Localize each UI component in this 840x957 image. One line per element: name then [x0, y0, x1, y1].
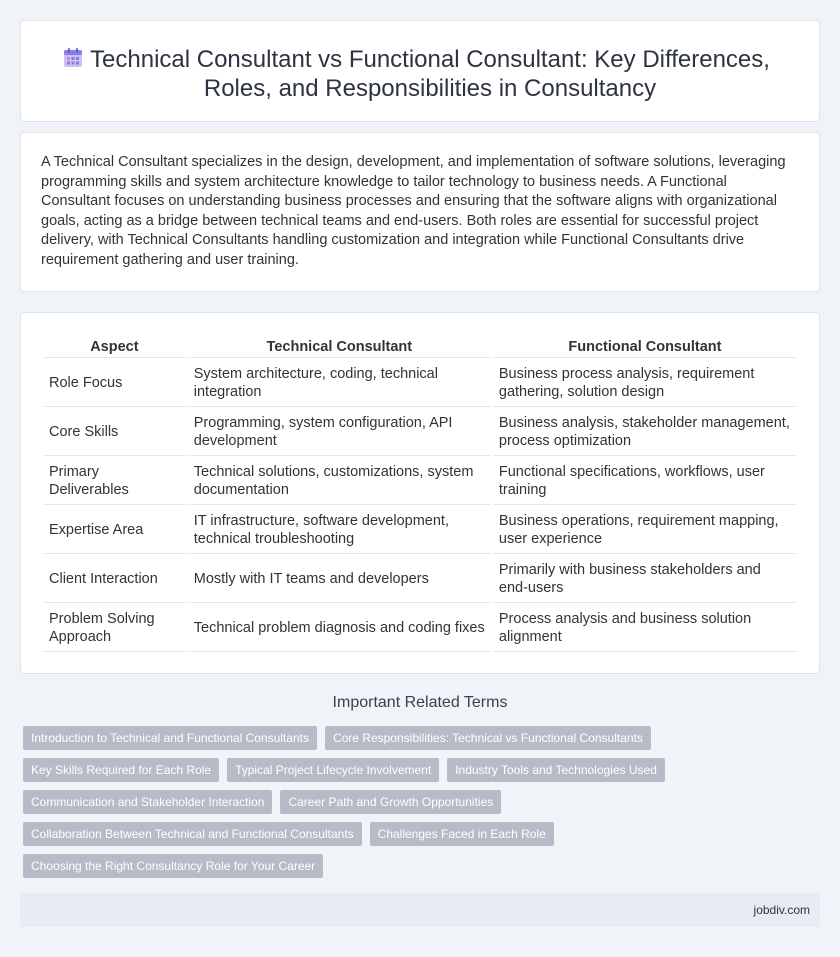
table-cell-aspect: Core Skills [43, 409, 186, 456]
footer-site-link[interactable]: jobdiv.com [753, 903, 810, 917]
table-cell-functional: Business operations, requirement mapping, user experience [493, 507, 797, 554]
related-terms-list [23, 726, 823, 878]
table-cell-functional: Business process analysis, requirement gathering, solution design [493, 360, 797, 407]
table-cell-technical: Programming, system configuration, API development [188, 409, 491, 456]
table-cell-technical: IT infrastructure, software development, technical troubleshooting [188, 507, 491, 554]
table-cell-aspect: Role Focus [43, 360, 186, 407]
related-term-link[interactable]: Typical Project Lifecycle Involvement [227, 758, 439, 782]
related-term-link[interactable]: Introduction to Technical and Functional Consultants [23, 726, 317, 750]
related-term-link[interactable]: Choosing the Right Consultancy Role for Your Career [23, 854, 323, 878]
column-header-aspect: Aspect [43, 335, 186, 358]
comparison-table-card [20, 312, 820, 674]
related-term-link[interactable]: Collaboration Between Technical and Functional Consultants [23, 822, 362, 846]
table-cell-aspect: Expertise Area [43, 507, 186, 554]
page-title: Technical Consultant vs Functional Consultant: Key Differences, Roles, and Responsibilities in Consultancy [90, 46, 770, 102]
table-row [43, 605, 797, 652]
table-row [43, 409, 797, 456]
related-terms-title: Important Related Terms [332, 694, 508, 711]
column-header-technical: Technical Consultant [188, 335, 491, 358]
intro-paragraph: A Technical Consultant specializes in the design, development, and implementation of software solutions, leveraging programming skills and system architecture knowledge to tailor technology to business needs. A Functional Consultant focuses on understanding business processes and ensuring that the software aligns with organizational goals, acting as a bridge between technical teams and end-users. Both roles are essential for successful project delivery, with Technical Consultants handling customization and integration while Functional Consultants drive requirement gathering and user training. [41, 154, 786, 268]
table-cell-technical: Mostly with IT teams and developers [188, 556, 491, 603]
table-row [43, 360, 797, 407]
table-cell-aspect: Primary Deliverables [43, 458, 186, 505]
header-card [20, 20, 820, 122]
table-cell-aspect: Client Interaction [43, 556, 186, 603]
table-cell-aspect: Problem Solving Approach [43, 605, 186, 652]
table-cell-technical: Technical problem diagnosis and coding fixes [188, 605, 491, 652]
intro-card [20, 132, 820, 292]
table-cell-functional: Primarily with business stakeholders and end-users [493, 556, 797, 603]
related-term-link[interactable]: Career Path and Growth Opportunities [280, 790, 501, 814]
table-cell-technical: System architecture, coding, technical integration [188, 360, 491, 407]
table-row [43, 458, 797, 505]
related-term-link[interactable]: Communication and Stakeholder Interaction [23, 790, 272, 814]
related-term-link[interactable]: Challenges Faced in Each Role [370, 822, 554, 846]
table-header-row [43, 335, 797, 358]
related-term-link[interactable]: Industry Tools and Technologies Used [447, 758, 665, 782]
table-cell-functional: Business analysis, stakeholder management, process optimization [493, 409, 797, 456]
comparison-table [41, 333, 799, 654]
footer [20, 893, 820, 927]
table-row [43, 556, 797, 603]
column-header-functional: Functional Consultant [493, 335, 797, 358]
table-cell-functional: Process analysis and business solution alignment [493, 605, 797, 652]
table-cell-functional: Functional specifications, workflows, user training [493, 458, 797, 505]
table-row [43, 507, 797, 554]
related-term-link[interactable]: Core Responsibilities: Technical vs Functional Consultants [325, 726, 651, 750]
related-term-link[interactable]: Key Skills Required for Each Role [23, 758, 219, 782]
table-cell-technical: Technical solutions, customizations, system documentation [188, 458, 491, 505]
